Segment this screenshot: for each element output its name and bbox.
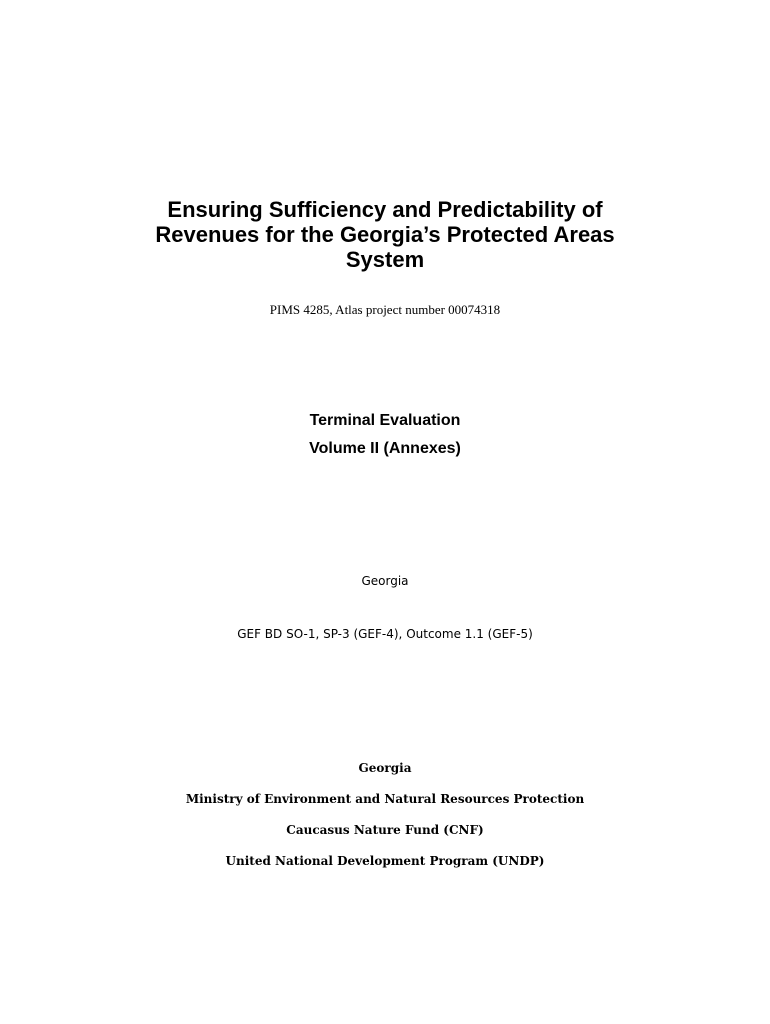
organization-cnf: Caucasus Nature Fund (CNF) [286, 823, 484, 837]
title-line-3: System [345, 247, 425, 272]
document-title [0, 197, 770, 272]
organization-country: Georgia [358, 761, 412, 775]
volume-label: Volume II (Annexes) [309, 440, 461, 457]
organization-undp: United National Development Program (UNDP) [225, 854, 545, 868]
evaluation-type: Terminal Evaluation [309, 412, 461, 429]
evaluation-heading [0, 411, 770, 467]
country-name: Georgia [361, 574, 409, 588]
project-identifier: PIMS 4285, Atlas project number 00074318 [269, 302, 501, 317]
organizations-list [0, 760, 770, 884]
gef-focal-area: GEF BD SO-1, SP-3 (GEF-4), Outcome 1.1 (GEF-5) [237, 627, 533, 641]
title-line-2: Revenues for the Georgia’s Protected Areas [155, 222, 615, 247]
title-line-1: Ensuring Sufficiency and Predictability of [167, 197, 603, 222]
organization-ministry: Ministry of Environment and Natural Resources Protection [185, 792, 585, 806]
